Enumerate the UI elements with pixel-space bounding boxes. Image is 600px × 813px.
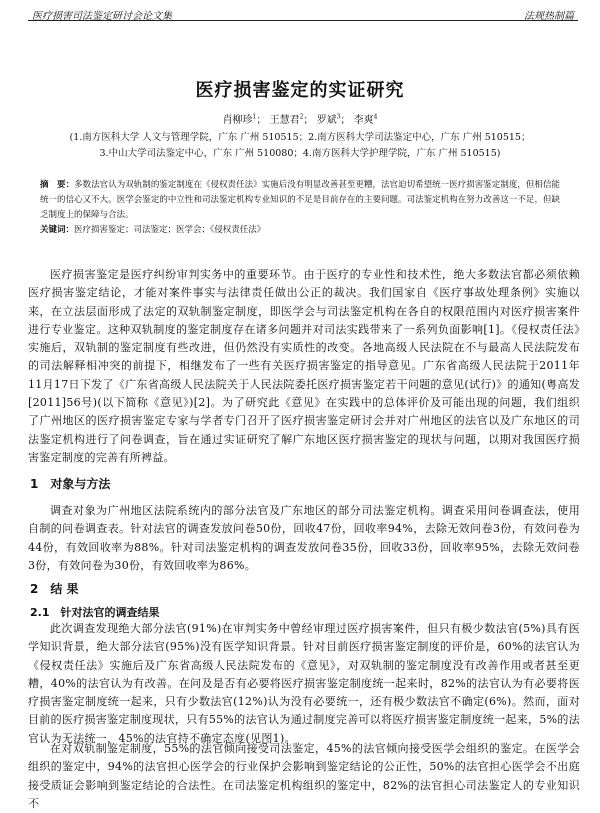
affiliation-line: (1.南方医科大学 人文与管理学院，广东 广州 510515；2.南方医科大学司法鉴定中心，广东 广州 510515； bbox=[69, 132, 531, 143]
keywords-label: 关键词： bbox=[40, 225, 75, 235]
header-section-name: 法规热制篇 bbox=[524, 11, 574, 22]
affiliation-line: 3.中山大学司法鉴定中心，广东 广州 510080；4.南方医科大学护理学院，广东 广州 510515) bbox=[99, 148, 501, 159]
abstract-text: 多数法官认为双轨制的鉴定制度在《侵权责任法》实施后没有明显改善甚至更糟，法官迫切希望统一医疗损害鉴定制度，但相信能统一的信心又不大。医学会鉴定的中立性和司法鉴定机构专业知识的不足是目前存在的主要问题。司法鉴定机构在努力改善这一不足，但缺乏制度上的保障与合法。 bbox=[40, 180, 560, 220]
author-name: 李爽 bbox=[353, 115, 374, 126]
section-heading: 2 结 果 bbox=[30, 582, 79, 596]
keywords-text: 医疗损害鉴定；司法鉴定；医学会；《侵权责任法》 bbox=[74, 225, 266, 235]
author-name: 罗斌 bbox=[316, 115, 337, 126]
author-name: 王慧君 bbox=[269, 115, 300, 126]
intro-paragraph: 医疗损害鉴定是医疗纠纷审判实务中的重要环节。由于医疗的专业性和技术性，绝大多数法官都必须依赖医疗损害鉴定结论，才能对案件事实与法律责任做出公正的裁决。我们国家自《医疗事故处理条例》实施以来，在立法层面形成了法定的双轨制鉴定制度，即医学会与司法鉴定机构在各自的权限范围内对医疗损害案件进行专业鉴定。这种双轨制度的鉴定制度存在诸多问题并对司法实践带来了一系列负面影响[1]。《侵权责任法》实施后，双轨制的鉴定制度有些改进，但仍然没有实质性的改变。各地高级人民法院在不与最高人民法院发布的司法解释相冲突的前提下，相继发布了一些有关医疗损害鉴定的指导意见。广东省高级人民法院于2011年11月17日下发了《广东省高级人民法院关于人民法院委托医疗损害鉴定若干问题的意见(试行)》的通知(粤高发[2011]56号)(以下简称《意见》)[2]。为了研究此《意见》在实践中的总体评价及可能出现的问题，我们组织了广州地区的医疗损害鉴定专家与学者专门召开了医疗损害鉴定研讨会并对广州地区的法官以及广东地区的司法鉴定机构进行了问卷调查，旨在通过实证研究了解广东地区医疗损害鉴定的现状与问题，以期对我国医疗损害鉴定制度的完善有所裨益。 bbox=[28, 268, 580, 464]
paper-title: 医疗损害鉴定的实证研究 bbox=[195, 80, 405, 101]
methods-paragraph: 调查对象为广州地区法院系统内的部分法官及广东地区的部分司法鉴定机构。调查采用问卷调查法，使用自制的问卷调查表。针对法官的调查发放问卷50份，回收47份，回收率94%，去除无效问卷3份，有效问卷为44份，有效回收率为88%。针对司法鉴定机构的调查发放问卷35份，回收33份，回收率95%，去除无效问卷3份，有效问卷为30份，有效回收率为86%。 bbox=[28, 504, 580, 572]
header-journal-title: 医疗损害司法鉴定研讨会论文集 bbox=[32, 11, 172, 22]
author-name: 肖柳珍 bbox=[222, 115, 253, 126]
author-list: 肖柳珍$^1$； 王慧君$^2$； 罗斌$^3$； 李爽$^4$ bbox=[222, 113, 378, 126]
running-header bbox=[28, 6, 578, 21]
abstract-label: 摘 要： bbox=[40, 180, 75, 190]
section-heading: 1 对象与方法 bbox=[30, 477, 111, 491]
results-paragraph: 在对双轨制鉴定制度，55%的法官倾向接受司法鉴定，45%的法官倾向接受医学会组织的鉴定。在医学会组织的鉴定中，94%的法官担心医学会的行业保护会影响到鉴定结论的公正性，50%的法官担心医学会不出庭接受质证会影响到鉴定结论的合法性。在司法鉴定机构组织的鉴定中，82%的法官担心司法鉴定人的专业知识不 bbox=[28, 742, 580, 810]
subsection-heading: 2.1 针对法官的调查结果 bbox=[30, 606, 160, 619]
abstract bbox=[40, 178, 560, 223]
results-paragraph: 此次调查发现绝大部分法官(91%)在审判实务中曾经审理过医疗损害案件，但只有极少数法官(5%)具有医学知识背景，绝大部分法官(95%)没有医学知识背景。针对目前医疗损害鉴定制度的评价是，60%的法官认为《侵权责任法》实施后及广东省高级人民法院发布的《意见》，对双轨制的鉴定制度没有改善作用或者甚至更糟，40%的法官认为有改善。在问及是否有必要将医疗损害鉴定制度统一起来时，82%的法官认为有必要将医疗损害鉴定制度统一起来，只有少数法官(12%)认为没有必要统一，还有极少数法官不确定(6%)。然而，面对目前的医疗损害鉴定制度现状，只有55%的法官认为通过制度完善可以将医疗损害鉴定制度统一起来，5%的法官认为无法统一，45%的法官持不确定态度(见图1)。 bbox=[28, 622, 580, 745]
keywords bbox=[40, 223, 560, 235]
